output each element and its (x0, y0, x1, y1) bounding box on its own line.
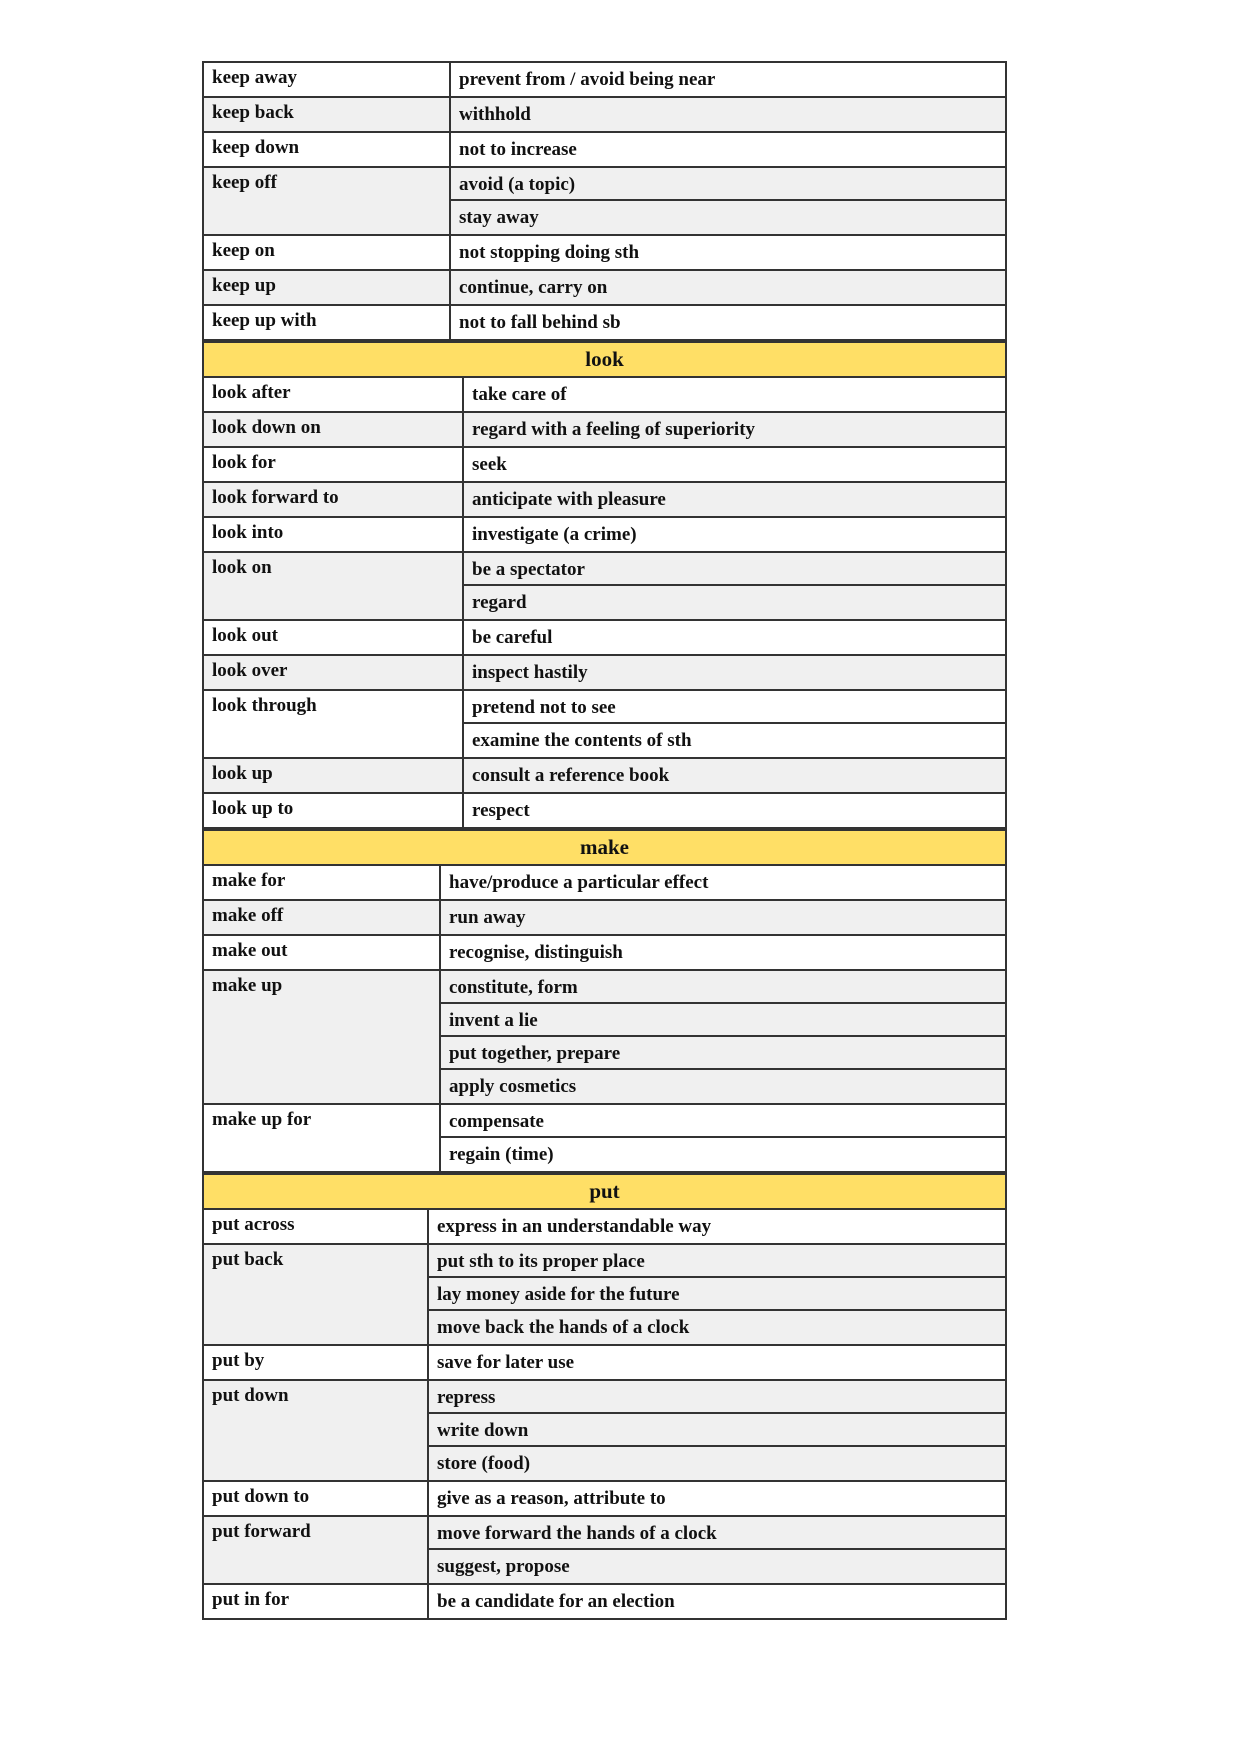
meaning: be careful (464, 621, 1005, 654)
table-row (204, 901, 1005, 936)
meanings-list (464, 413, 1005, 446)
phrasal-verb: keep up (204, 271, 451, 304)
meanings-list (451, 236, 1005, 269)
meaning: lay money aside for the future (429, 1278, 1005, 1311)
meaning: not to fall behind sb (451, 306, 1005, 339)
meanings-list (464, 448, 1005, 481)
meanings-list (429, 1517, 1005, 1583)
section-header: make (204, 829, 1005, 866)
meanings-list (464, 759, 1005, 792)
meaning: move back the hands of a clock (429, 1311, 1005, 1344)
phrasal-verb: keep away (204, 63, 451, 96)
table-row (204, 759, 1005, 794)
meaning: repress (429, 1381, 1005, 1414)
meanings-list (451, 63, 1005, 96)
phrasal-verb: look after (204, 378, 464, 411)
phrasal-verb: look up to (204, 794, 464, 827)
meanings-list (464, 378, 1005, 411)
meaning: continue, carry on (451, 271, 1005, 304)
meanings-list (441, 901, 1005, 934)
meanings-list (464, 691, 1005, 757)
phrasal-verb: keep down (204, 133, 451, 166)
section-put (202, 1173, 1007, 1620)
meaning: compensate (441, 1105, 1005, 1138)
phrasal-verb: put by (204, 1346, 429, 1379)
phrasal-verb: keep on (204, 236, 451, 269)
table-row (204, 306, 1005, 341)
meaning: not stopping doing sth (451, 236, 1005, 269)
meaning: run away (441, 901, 1005, 934)
table-row (204, 518, 1005, 553)
phrasal-verb: make up (204, 971, 441, 1103)
meaning: apply cosmetics (441, 1070, 1005, 1103)
meaning: suggest, propose (429, 1550, 1005, 1583)
phrasal-verb: put in for (204, 1585, 429, 1618)
meanings-list (451, 168, 1005, 234)
meanings-list (441, 971, 1005, 1103)
meaning: avoid (a topic) (451, 168, 1005, 201)
meaning: put sth to its proper place (429, 1245, 1005, 1278)
meanings-list (429, 1346, 1005, 1379)
meanings-list (441, 1105, 1005, 1171)
meanings-list (464, 483, 1005, 516)
phrasal-verb: look into (204, 518, 464, 551)
meaning: give as a reason, attribute to (429, 1482, 1005, 1515)
meaning: put together, prepare (441, 1037, 1005, 1070)
meaning: inspect hastily (464, 656, 1005, 689)
phrasal-verb: put across (204, 1210, 429, 1243)
meaning: examine the contents of sth (464, 724, 1005, 757)
phrasal-verb: make up for (204, 1105, 441, 1171)
meaning: move forward the hands of a clock (429, 1517, 1005, 1550)
meaning: recognise, distinguish (441, 936, 1005, 969)
table-row (204, 133, 1005, 168)
table-row (204, 448, 1005, 483)
meaning: stay away (451, 201, 1005, 234)
table-row (204, 621, 1005, 656)
meaning: constitute, form (441, 971, 1005, 1004)
meaning: regain (time) (441, 1138, 1005, 1171)
phrasal-verb: put back (204, 1245, 429, 1344)
meanings-list (429, 1482, 1005, 1515)
table-row (204, 1381, 1005, 1482)
meanings-list (441, 866, 1005, 899)
phrasal-verb: keep off (204, 168, 451, 234)
table-row (204, 1482, 1005, 1517)
phrasal-verb: look down on (204, 413, 464, 446)
meaning: save for later use (429, 1346, 1005, 1379)
meanings-list (451, 306, 1005, 339)
meaning: be a candidate for an election (429, 1585, 1005, 1618)
table-row (204, 1346, 1005, 1381)
table-row (204, 656, 1005, 691)
meaning: not to increase (451, 133, 1005, 166)
meaning: respect (464, 794, 1005, 827)
meaning: regard with a feeling of superiority (464, 413, 1005, 446)
table-row (204, 936, 1005, 971)
meaning: write down (429, 1414, 1005, 1447)
meanings-list (464, 518, 1005, 551)
section-make (202, 829, 1007, 1173)
phrasal-verbs-table (202, 61, 1007, 1620)
meaning: have/produce a particular effect (441, 866, 1005, 899)
section-header: look (204, 341, 1005, 378)
meanings-list (429, 1585, 1005, 1618)
meanings-list (464, 794, 1005, 827)
table-row (204, 794, 1005, 829)
table-row (204, 866, 1005, 901)
meaning: seek (464, 448, 1005, 481)
table-row (204, 691, 1005, 759)
meaning: invent a lie (441, 1004, 1005, 1037)
table-row (204, 1105, 1005, 1173)
meaning: investigate (a crime) (464, 518, 1005, 551)
meanings-list (441, 936, 1005, 969)
meaning: express in an understandable way (429, 1210, 1005, 1243)
table-row (204, 483, 1005, 518)
table-row (204, 168, 1005, 236)
meanings-list (464, 656, 1005, 689)
meaning: withhold (451, 98, 1005, 131)
table-row (204, 1517, 1005, 1585)
table-row (204, 1245, 1005, 1346)
meaning: store (food) (429, 1447, 1005, 1480)
meaning: anticipate with pleasure (464, 483, 1005, 516)
table-row (204, 971, 1005, 1105)
phrasal-verb: look through (204, 691, 464, 757)
phrasal-verb: put down (204, 1381, 429, 1480)
table-row (204, 63, 1005, 98)
phrasal-verb: keep back (204, 98, 451, 131)
phrasal-verb: put down to (204, 1482, 429, 1515)
meaning: take care of (464, 378, 1005, 411)
meaning: consult a reference book (464, 759, 1005, 792)
phrasal-verb: look forward to (204, 483, 464, 516)
table-row (204, 1210, 1005, 1245)
table-row (204, 98, 1005, 133)
table-row (204, 378, 1005, 413)
table-row (204, 271, 1005, 306)
table-row (204, 1585, 1005, 1620)
meanings-list (451, 271, 1005, 304)
meaning: be a spectator (464, 553, 1005, 586)
phrasal-verb: look over (204, 656, 464, 689)
meanings-list (429, 1381, 1005, 1480)
table-row (204, 553, 1005, 621)
phrasal-verb: look up (204, 759, 464, 792)
phrasal-verb: look on (204, 553, 464, 619)
meaning: prevent from / avoid being near (451, 63, 1005, 96)
phrasal-verb: make off (204, 901, 441, 934)
meanings-list (451, 133, 1005, 166)
meanings-list (464, 621, 1005, 654)
phrasal-verb: look for (204, 448, 464, 481)
section-keep (202, 61, 1007, 341)
meanings-list (429, 1210, 1005, 1243)
phrasal-verb: make for (204, 866, 441, 899)
phrasal-verb: keep up with (204, 306, 451, 339)
table-row (204, 236, 1005, 271)
meaning: regard (464, 586, 1005, 619)
phrasal-verb: look out (204, 621, 464, 654)
meanings-list (451, 98, 1005, 131)
section-header: put (204, 1173, 1005, 1210)
phrasal-verb: make out (204, 936, 441, 969)
meaning: pretend not to see (464, 691, 1005, 724)
phrasal-verb: put forward (204, 1517, 429, 1583)
section-look (202, 341, 1007, 829)
table-row (204, 413, 1005, 448)
meanings-list (464, 553, 1005, 619)
meanings-list (429, 1245, 1005, 1344)
